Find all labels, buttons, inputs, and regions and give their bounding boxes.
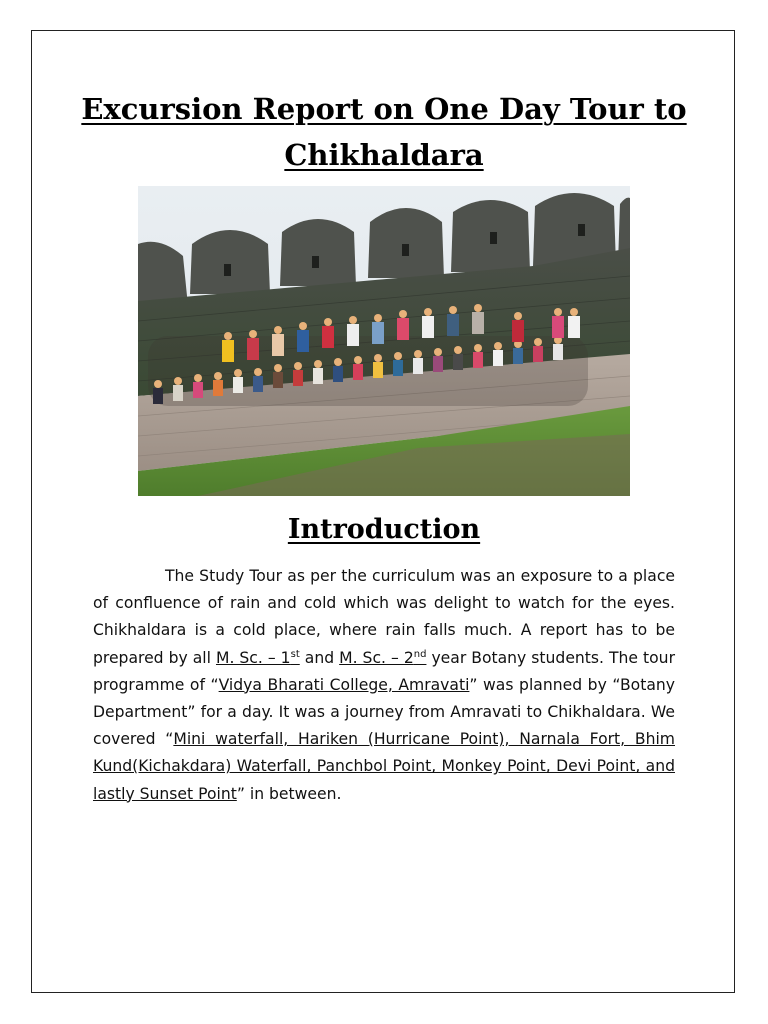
para-text-3: year Botany students. The tour programme of “ [93, 648, 675, 694]
document-title: Excursion Report on One Day Tour to Chikhaldara [81, 92, 687, 172]
group-photo [138, 186, 630, 496]
msc-2-label: M. Sc. – 2nd [339, 648, 427, 667]
places-list: Mini waterfall, Hariken (Hurricane Point), Narnala Fort, Bhim Kund(Kichakdara) Waterfall, Panchbol Point, Monkey Point, Devi Point, and lastly Sunset Point [93, 730, 675, 803]
college-name: Vidya Bharati College, Amravati [218, 675, 470, 694]
para-text-5: ” in between. [236, 784, 342, 803]
para-text-4: ” was planned by “Botany Department” for a day. It was a journey from Amravati to Chikhaldara. We covered “ [93, 675, 675, 749]
para-text-2: and [299, 648, 340, 667]
para-text-1: The Study Tour as per the curriculum was an exposure to a place of confluence of rain and cold which was delight to watch for the eyes. Chikhaldara is a cold place, where rain falls much. A report has to be prepared by all [93, 567, 675, 667]
introduction-paragraph [93, 563, 675, 808]
section-heading: Introduction [287, 514, 481, 545]
msc-1-label: M. Sc. – 1st [215, 648, 300, 667]
